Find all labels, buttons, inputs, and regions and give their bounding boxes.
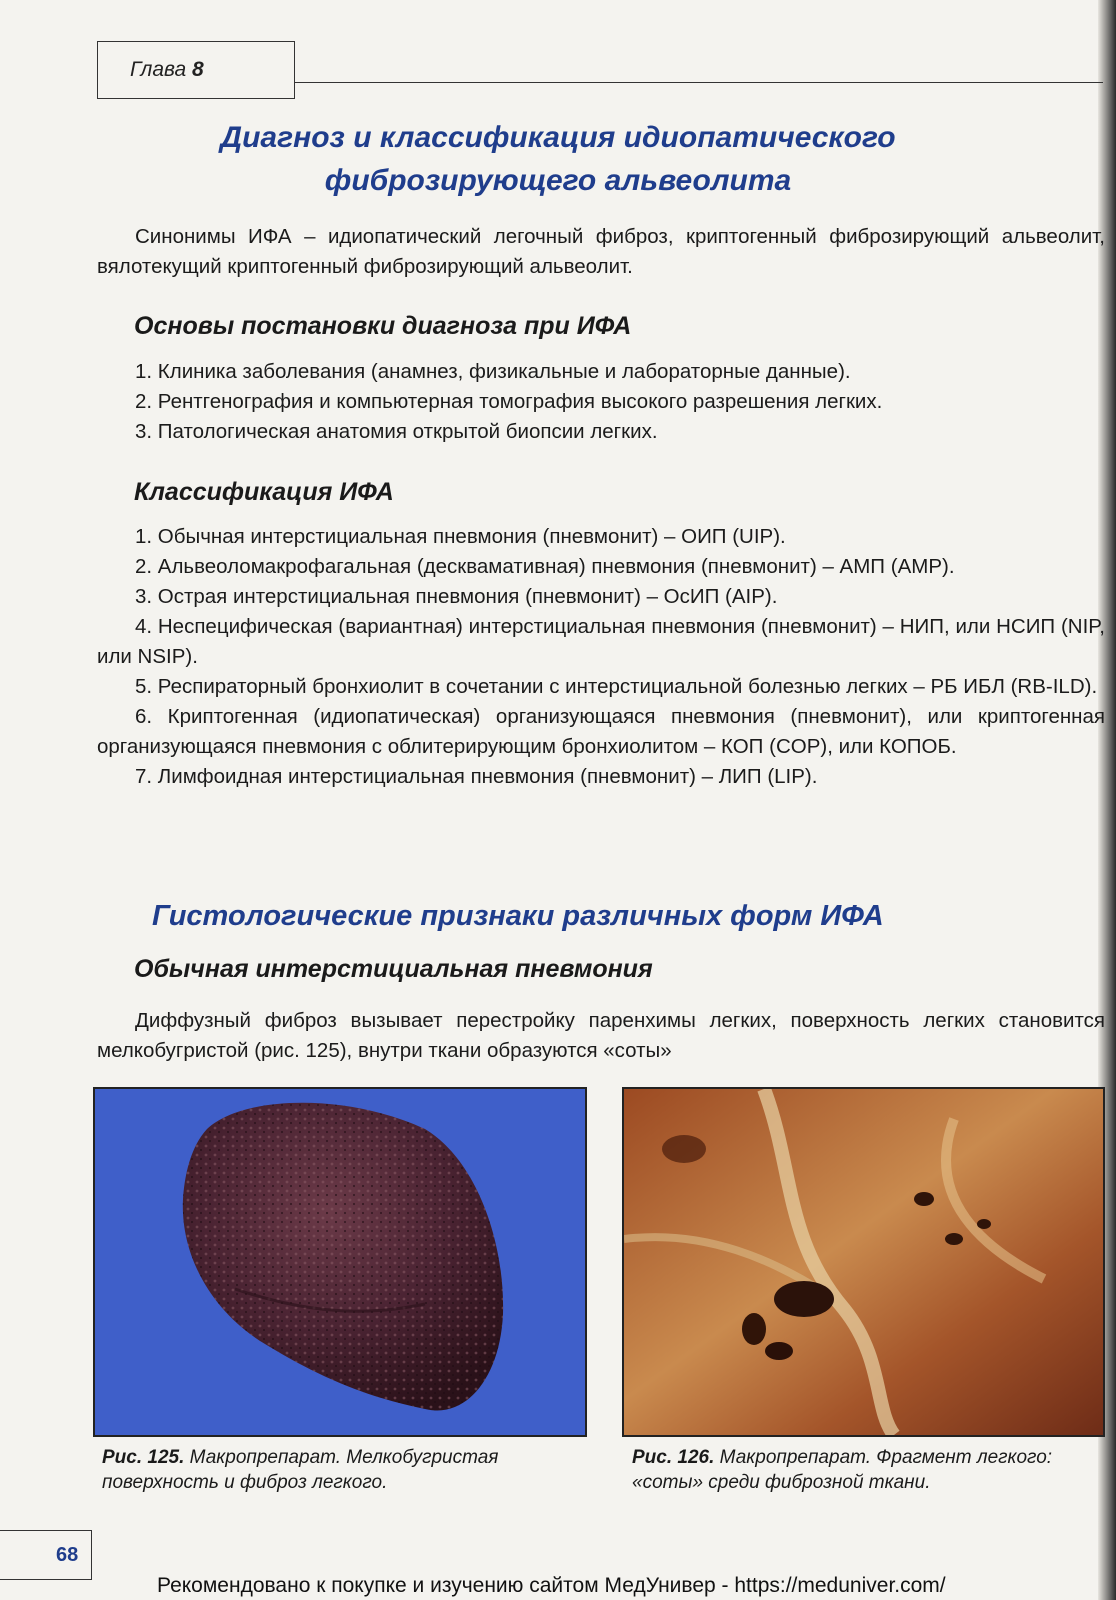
list-item: 6. Криптогенная (идиопатическая) организующаяся пневмония (пневмонит), или криптогенная организующаяся пневмония с облитерирующим бронхиолитом – КОП (COP), или КОПОБ. xyxy=(97,705,1105,758)
list-item: 3. Острая интерстициальная пневмония (пневмонит) – ОсИП (AIP). xyxy=(135,585,778,608)
figure-125-image xyxy=(93,1087,587,1437)
page-title xyxy=(150,116,966,202)
figure-125-label: Рис. 125. xyxy=(102,1447,185,1468)
list-item: 4. Неспецифическая (вариантная) интерстициальная пневмония (пневмонит) – НИП, или НСИП (NIP, или NSIP). xyxy=(97,615,1105,668)
histology-heading: Гистологические признаки различных форм ИФА xyxy=(152,900,884,932)
chapter-label: Глава 8 xyxy=(130,58,204,81)
diagnosis-heading: Основы постановки диагноза при ИФА xyxy=(134,312,632,340)
figure-126-caption xyxy=(632,1445,1106,1495)
list-item: 3. Патологическая анатомия открытой биопсии легких. xyxy=(135,420,658,443)
chapter-rule xyxy=(295,82,1103,83)
page-number-box xyxy=(0,1530,92,1580)
classification-list xyxy=(97,522,1105,792)
list-item: 1. Обычная интерстициальная пневмония (пневмонит) – ОИП (UIP). xyxy=(135,525,786,548)
list-item: 1. Клиника заболевания (анамнез, физикальные и лабораторные данные). xyxy=(135,360,851,383)
figure-126-caption-text: Макропрепарат. Фрагмент легкого: «соты» среди фиброзной ткани. xyxy=(632,1447,1053,1493)
title-line-1: Диагноз и классификация идиопатического xyxy=(220,121,896,154)
chapter-label-box xyxy=(97,41,295,99)
classification-heading: Классификация ИФА xyxy=(134,478,394,506)
figure-126-image xyxy=(622,1087,1105,1437)
synonyms-paragraph: Синонимы ИФА – идиопатический легочный фиброз, криптогенный фиброзирующий альвеолит, вялотекущий криптогенный фиброзирующий альвеолит. xyxy=(97,225,1105,278)
list-item: 7. Лимфоидная интерстициальная пневмония (пневмонит) – ЛИП (LIP). xyxy=(135,765,818,788)
figure-125-caption-text: Макропрепарат. Мелкобугристая поверхность и фиброз легкого. xyxy=(102,1447,499,1493)
page-number: 68 xyxy=(56,1544,79,1566)
figure-125-caption xyxy=(102,1445,592,1495)
footer-text: Рекомендовано к покупке и изучению сайтом МедУнивер - https://meduniver.com/ xyxy=(157,1574,946,1597)
uip-subheading: Обычная интерстициальная пневмония xyxy=(134,955,653,983)
honeycomb-tissue-illustration xyxy=(624,1089,1103,1435)
diagnosis-list xyxy=(97,357,1105,447)
title-line-2: фиброзирующего альвеолита xyxy=(324,164,792,197)
uip-paragraph: Диффузный фиброз вызывает перестройку паренхимы легких, поверхность легких становится мелкобугристой (рис. 125), внутри ткани образуются «соты» xyxy=(97,1009,1105,1062)
list-item: 2. Альвеоломакрофагальная (десквамативная) пневмония (пневмонит) – АМП (AMP). xyxy=(135,555,955,578)
figure-126-label: Рис. 126. xyxy=(632,1447,715,1468)
list-item: 5. Респираторный бронхиолит в сочетании с интерстициальной болезнью легких – РБ ИБЛ (RB-ILD). xyxy=(135,675,1098,698)
lung-specimen-illustration xyxy=(95,1089,585,1435)
list-item: 2. Рентгенография и компьютерная томография высокого разрешения легких. xyxy=(135,390,883,413)
